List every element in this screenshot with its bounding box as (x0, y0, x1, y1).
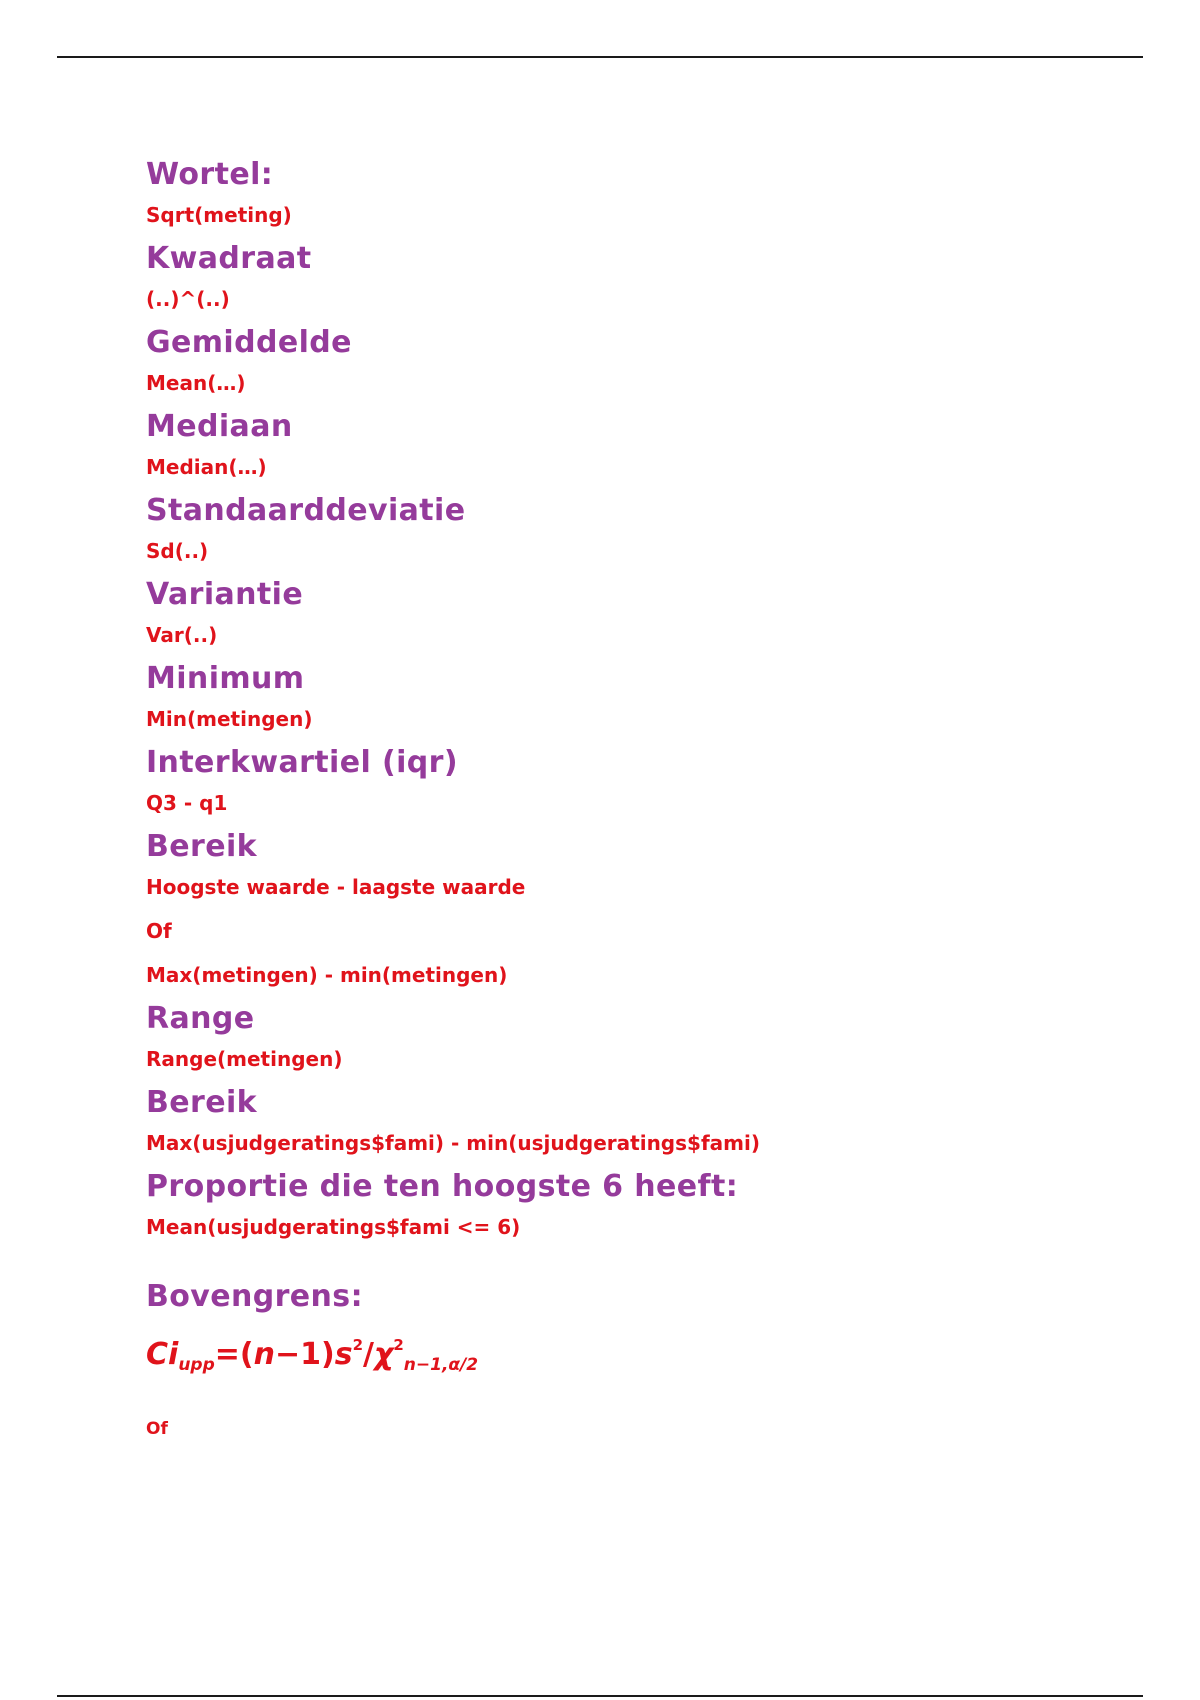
bottom-rule (57, 1695, 1143, 1697)
section-mediaan (146, 407, 1146, 481)
section-heading: Standaarddeviatie (146, 493, 466, 528)
section-text: Var(..) (146, 623, 218, 647)
section-text: Max(metingen) - min(metingen) (146, 963, 508, 987)
section-text: Median(…) (146, 455, 267, 479)
section-text: Min(metingen) (146, 707, 313, 731)
formula-ci-subscript: upp (178, 1355, 215, 1375)
section-heading: Proportie die ten hoogste 6 heeft: (146, 1169, 739, 1204)
section-heading: Kwadraat (146, 241, 312, 276)
section-text: (..)^(..) (146, 287, 230, 311)
section-heading: Range (146, 1001, 255, 1036)
section-text: Sd(..) (146, 539, 209, 563)
document-body (146, 155, 1146, 1441)
section-proportie (146, 1167, 1146, 1241)
formula-equals: =( (214, 1337, 254, 1372)
section-variantie (146, 575, 1146, 649)
section-bereik-example (146, 1083, 1146, 1157)
section-heading: Bereik (146, 1085, 257, 1120)
formula-chi-subscript: n−1,α/2 (403, 1355, 479, 1375)
section-wortel (146, 155, 1146, 229)
section-text: Range(metingen) (146, 1047, 343, 1071)
top-rule (57, 56, 1143, 58)
spacer (146, 1251, 1146, 1277)
section-heading: Gemiddelde (146, 325, 352, 360)
formula-s-superscript: 2 (352, 1336, 364, 1354)
section-range (146, 999, 1146, 1073)
section-interkwartiel (146, 743, 1146, 817)
formula-s: s (334, 1337, 353, 1372)
formula-n: n (253, 1337, 275, 1372)
section-text: Of (146, 1419, 168, 1439)
section-text: Mean(…) (146, 371, 246, 395)
section-heading: Bovengrens: (146, 1279, 363, 1314)
formula-ci: Ci (146, 1337, 179, 1372)
section-text: Q3 - q1 (146, 791, 228, 815)
formula-slash: / (363, 1337, 374, 1372)
section-text: Sqrt(meting) (146, 203, 292, 227)
section-heading: Mediaan (146, 409, 293, 444)
formula-chi: χ (373, 1337, 394, 1372)
section-minimum (146, 659, 1146, 733)
section-heading: Wortel: (146, 157, 274, 192)
section-heading: Variantie (146, 577, 304, 612)
section-standaarddeviatie (146, 491, 1146, 565)
section-heading: Bereik (146, 829, 257, 864)
section-bereik (146, 827, 1146, 989)
section-gemiddelde (146, 323, 1146, 397)
section-text: Of (146, 919, 172, 943)
section-text: Mean(usjudgeratings$fami <= 6) (146, 1215, 521, 1239)
section-text: Max(usjudgeratings$fami) - min(usjudgeratings$fami) (146, 1131, 760, 1155)
section-text: Hoogste waarde - laagste waarde (146, 875, 526, 899)
section-heading: Interkwartiel (iqr) (146, 745, 458, 780)
section-bovengrens (146, 1277, 1146, 1441)
section-kwadraat (146, 239, 1146, 313)
formula-chi-superscript: 2 (393, 1336, 404, 1354)
section-heading: Minimum (146, 661, 305, 696)
formula-minus-one: −1) (274, 1337, 335, 1372)
upper-bound-formula (146, 1323, 1146, 1387)
